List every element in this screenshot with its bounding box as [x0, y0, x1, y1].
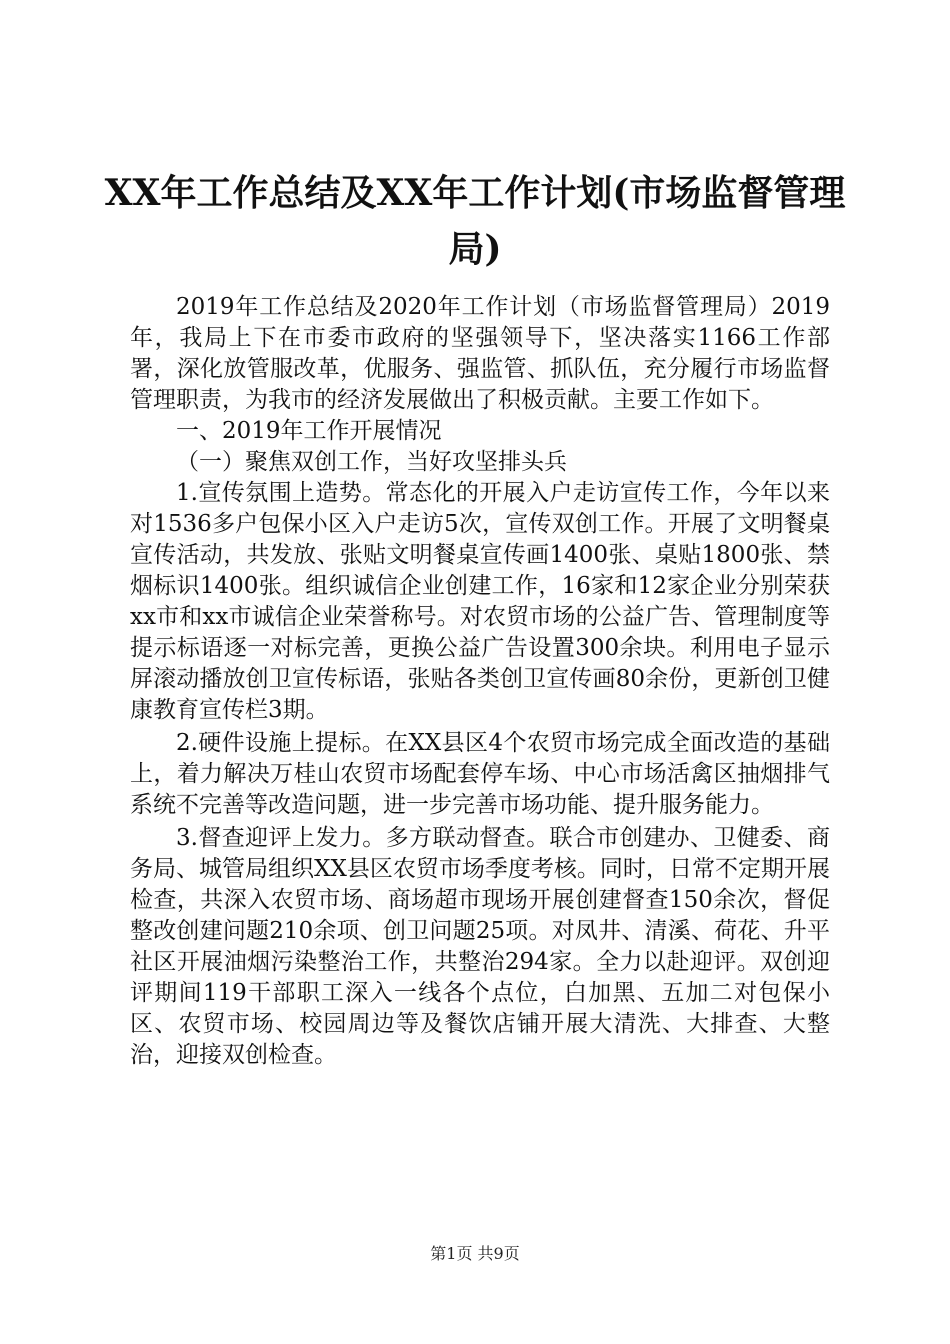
paragraph-intro: 2019年工作总结及2020年工作计划（市场监督管理局）2019年，我局上下在市委市政府的坚强领导下，坚决落实1166工作部署，深化放管服改革，优服务、强监管、抓队伍，充分履行市场监督管理职责，为我市的经济发展做出了积极贡献。主要工作如下。 — [130, 294, 830, 413]
subsection-heading: （一）聚焦双创工作，当好攻坚排头兵 — [176, 449, 567, 475]
paragraph-item-3: 3.督查迎评上发力。多方联动督查。联合市创建办、卫健委、商务局、城管局组织XX县区农贸市场季度考核。同时，日常不定期开展检查，共深入农贸市场、商场超市现场开展创建督查150余次，督促整改创建问题210余项、创卫问题25项。对凤井、清溪、荷花、升平社区开展油烟污染整治工作，共整治294家。全力以赴迎评。双创迎评期间119干部职工深入一线各个点位，白加黑、五加二对包保小区、农贸市场、校园周边等及餐饮店铺开展大清洗、大排查、大整治，迎接双创检查。 — [130, 825, 830, 1068]
document-title — [100, 165, 850, 277]
title-line-2: 局) — [448, 228, 502, 270]
title-line-1: XX年工作总结及XX年工作计划(市场监督管理 — [104, 172, 846, 214]
document-body — [130, 292, 830, 1071]
page-number-footer: 第1页 共9页 — [430, 1244, 520, 1263]
paragraph-item-2: 2.硬件设施上提标。在XX县区4个农贸市场完成全面改造的基础上，着力解决万桂山农贸市场配套停车场、中心市场活禽区抽烟排气系统不完善等改造问题，进一步完善市场功能、提升服务能力。 — [130, 730, 830, 818]
paragraph-item-1: 1.宣传氛围上造势。常态化的开展入户走访宣传工作，今年以来对1536多户包保小区入户走访5次，宣传双创工作。开展了文明餐桌宣传活动，共发放、张贴文明餐桌宣传画1400张、桌贴1800张、禁烟标识1400张。组织诚信企业创建工作，16家和12家企业分别荣获xx市和xx市诚信企业荣誉称号。对农贸市场的公益广告、管理制度等提示标语逐一对标完善，更换公益广告设置300余块。利用电子显示屏滚动播放创卫宣传标语，张贴各类创卫宣传画80余份，更新创卫健康教育宣传栏3期。 — [130, 480, 830, 723]
section-heading: 一、2019年工作开展情况 — [176, 418, 442, 444]
